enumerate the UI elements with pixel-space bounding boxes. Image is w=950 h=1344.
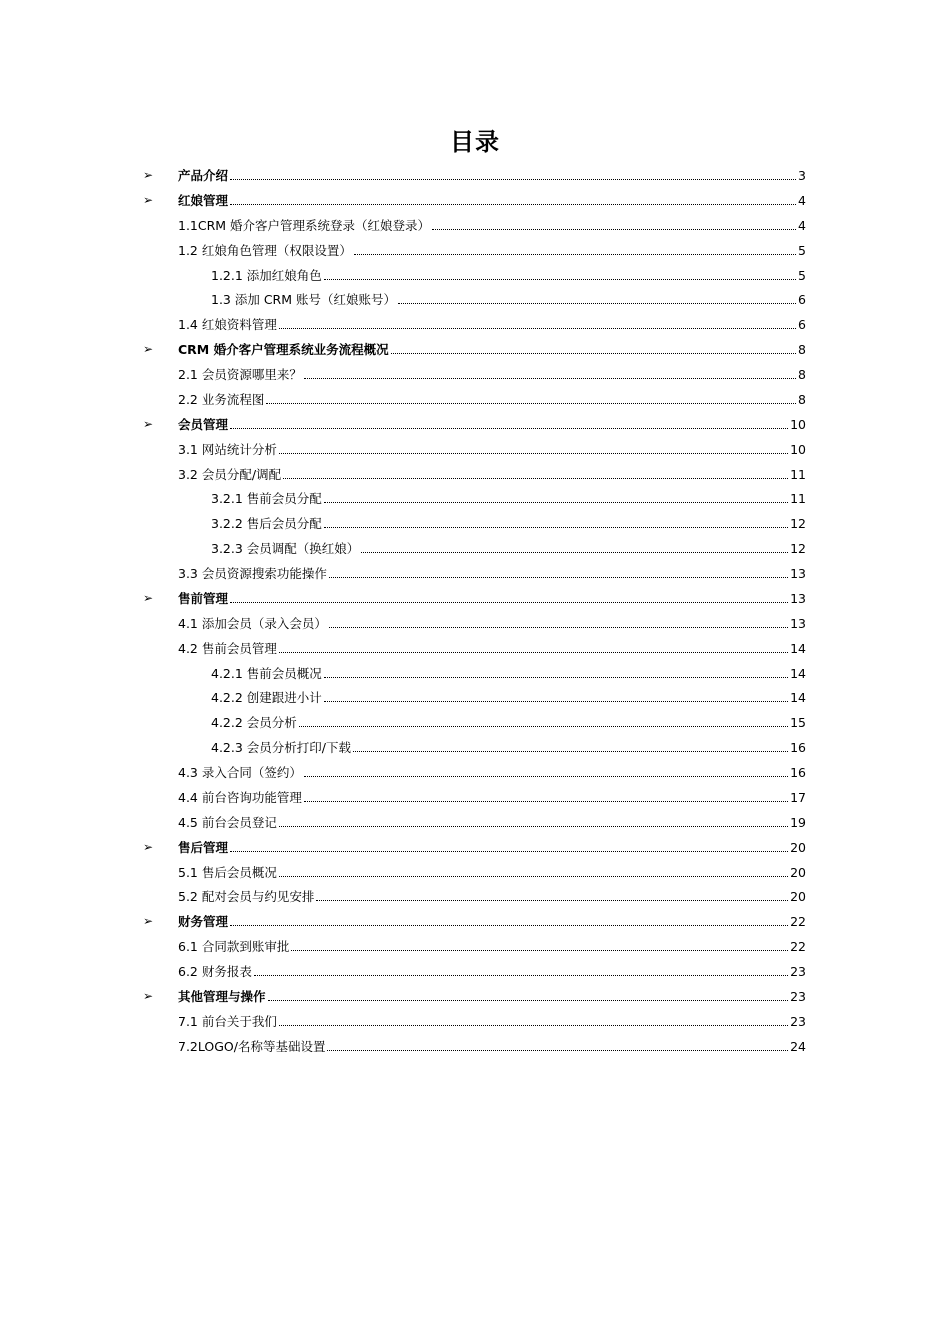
dot-leader (279, 876, 788, 877)
dot-leader (354, 254, 796, 255)
toc-entry[interactable] (0, 961, 950, 986)
dot-leader (230, 204, 796, 205)
toc-entry[interactable] (0, 862, 950, 887)
dot-leader (304, 801, 788, 802)
toc-entry-page-number: 5 (798, 242, 806, 258)
arrow-bullet-icon: ➢ (143, 342, 154, 357)
dot-leader (304, 378, 796, 379)
toc-entry[interactable] (0, 886, 950, 911)
dot-leader (324, 502, 788, 503)
toc-entry-label: 会员管理 (178, 416, 229, 432)
toc-entry[interactable] (0, 389, 950, 414)
arrow-bullet-icon: ➢ (143, 192, 154, 207)
toc-entry-page-number: 11 (790, 466, 806, 482)
toc-entry-page-number: 6 (798, 292, 806, 308)
toc-entry-label: 7.1 前台关于我们 (178, 1013, 277, 1029)
toc-entry-page-number: 14 (790, 690, 806, 706)
toc-entry[interactable] (0, 414, 950, 439)
page-title: 目录 (450, 128, 500, 156)
toc-entry-page-number: 10 (790, 416, 806, 432)
arrow-bullet-icon: ➢ (143, 590, 154, 605)
toc-entry-page-number: 10 (790, 441, 806, 457)
toc-entry-label: 4.2.1 售前会员概况 (211, 665, 322, 681)
toc-entry[interactable] (0, 488, 950, 513)
arrow-bullet-icon: ➢ (143, 839, 154, 854)
toc-entry[interactable] (0, 837, 950, 862)
toc-entry[interactable] (0, 314, 950, 339)
toc-entry[interactable] (0, 638, 950, 663)
toc-entry-page-number: 8 (798, 367, 806, 382)
dot-leader (279, 328, 796, 329)
dot-leader (304, 776, 788, 777)
toc-entry[interactable] (0, 190, 950, 215)
toc-entry[interactable] (0, 588, 950, 613)
toc-entry-label: 售后管理 (178, 839, 229, 855)
toc-entry[interactable] (0, 712, 950, 737)
toc-entry[interactable] (0, 911, 950, 936)
toc-entry-label: 5.1 售后会员概况 (178, 864, 277, 880)
dot-leader (279, 1025, 788, 1026)
dot-leader (353, 751, 788, 752)
arrow-bullet-icon: ➢ (143, 988, 154, 1003)
toc-entry[interactable] (0, 762, 950, 787)
toc-entry-page-number: 14 (790, 640, 806, 656)
toc-entry-label: 其他管理与操作 (178, 988, 266, 1004)
dot-leader (361, 552, 788, 553)
toc-entry-page-number: 22 (790, 939, 806, 955)
toc-entry-page-number: 12 (790, 516, 806, 532)
dot-leader (279, 652, 788, 653)
table-of-contents (0, 165, 950, 1061)
toc-entry-page-number: 4 (798, 192, 806, 208)
toc-entry-label: 6.2 财务报表 (178, 964, 252, 979)
dot-leader (230, 179, 796, 180)
toc-entry-page-number: 23 (790, 964, 806, 979)
toc-entry-page-number: 8 (798, 342, 806, 358)
toc-entry-page-number: 17 (790, 789, 806, 805)
toc-entry-label: 3.2.1 售前会员分配 (211, 491, 322, 507)
toc-entry[interactable] (0, 165, 950, 190)
dot-leader (324, 701, 788, 702)
toc-entry-page-number: 23 (790, 988, 806, 1004)
dot-leader (432, 229, 796, 230)
toc-entry-page-number: 20 (790, 839, 806, 855)
toc-entry-label: 3.2.3 会员调配（换红娘） (211, 541, 360, 557)
toc-entry[interactable] (0, 1036, 950, 1061)
dot-leader (230, 428, 788, 429)
toc-entry[interactable] (0, 513, 950, 538)
dot-leader (230, 925, 788, 926)
toc-entry-page-number: 16 (790, 765, 806, 780)
toc-entry-label: 3.2 会员分配/调配 (178, 466, 282, 482)
toc-entry-label: 4.5 前台会员登记 (178, 814, 277, 830)
toc-entry-page-number: 8 (798, 391, 806, 407)
dot-leader (283, 478, 788, 479)
toc-entry-label: 4.2.2 创建跟进小计 (211, 690, 322, 706)
toc-entry-page-number: 23 (790, 1013, 806, 1029)
toc-entry[interactable] (0, 986, 950, 1011)
dot-leader (324, 527, 788, 528)
toc-entry-label: 3.2.2 售后会员分配 (211, 516, 322, 532)
dot-leader (316, 900, 788, 901)
toc-entry-label: 3.3 会员资源搜索功能操作 (178, 566, 327, 581)
toc-entry-label: 红娘管理 (178, 192, 229, 208)
toc-entry[interactable] (0, 439, 950, 464)
toc-entry[interactable] (0, 613, 950, 638)
toc-entry-page-number: 4 (798, 217, 806, 233)
dot-leader (230, 602, 788, 603)
dot-leader (391, 353, 796, 354)
toc-entry-label: 4.3 录入合同（签约） (178, 765, 302, 780)
toc-entry-label: 2.2 业务流程图 (178, 391, 265, 407)
toc-entry-page-number: 13 (790, 615, 806, 631)
toc-entry-page-number: 20 (790, 864, 806, 880)
toc-entry-page-number: 3 (798, 168, 806, 183)
toc-entry-page-number: 20 (790, 889, 806, 905)
dot-leader (254, 975, 788, 976)
toc-entry[interactable] (0, 737, 950, 762)
dot-leader (230, 851, 788, 852)
toc-entry-page-number: 5 (798, 267, 806, 283)
toc-entry[interactable] (0, 215, 950, 240)
toc-entry-label: 4.2.3 会员分析打印/下载 (211, 740, 351, 756)
toc-entry[interactable] (0, 1011, 950, 1036)
toc-entry[interactable] (0, 936, 950, 961)
dot-leader (329, 577, 788, 578)
dot-leader (324, 279, 796, 280)
dot-leader (299, 726, 788, 727)
toc-entry-label: 1.2.1 添加红娘角色 (211, 267, 322, 283)
toc-entry-page-number: 14 (790, 665, 806, 681)
toc-entry-label: 财务管理 (178, 914, 229, 930)
dot-leader (279, 826, 788, 827)
toc-entry-page-number: 13 (790, 566, 806, 581)
toc-entry-label: 7.2LOGO/名称等基础设置 (178, 1038, 326, 1054)
toc-entry-page-number: 11 (790, 491, 806, 507)
toc-entry-label: 4.2.2 会员分析 (211, 715, 297, 731)
toc-entry[interactable] (0, 339, 950, 364)
dot-leader (329, 627, 788, 628)
dot-leader (327, 1050, 788, 1051)
toc-entry-page-number: 24 (790, 1038, 806, 1054)
dot-leader (291, 950, 788, 951)
toc-entry-page-number: 12 (790, 541, 806, 557)
toc-entry[interactable] (0, 240, 950, 265)
toc-entry-label: 2.1 会员资源哪里来？ (178, 367, 302, 382)
dot-leader (266, 403, 796, 404)
toc-entry-label: 6.1 合同款到账审批 (178, 939, 290, 955)
toc-entry-page-number: 15 (790, 715, 806, 731)
toc-entry-label: 售前管理 (178, 590, 229, 606)
toc-entry[interactable] (0, 787, 950, 812)
dot-leader (324, 677, 788, 678)
toc-entry[interactable] (0, 563, 950, 588)
toc-entry-label: 4.2 售前会员管理 (178, 640, 277, 656)
toc-entry-page-number: 22 (790, 914, 806, 930)
toc-entry-label: 1.2 红娘角色管理（权限设置） (178, 242, 352, 258)
toc-entry-page-number: 13 (790, 590, 806, 606)
toc-entry-page-number: 6 (798, 317, 806, 333)
toc-entry-page-number: 19 (790, 814, 806, 830)
toc-entry[interactable] (0, 265, 950, 290)
toc-entry-label: 1.4 红娘资料管理 (178, 317, 277, 333)
toc-entry-label: 1.3 添加 CRM 账号（红娘账号） (211, 292, 396, 308)
dot-leader (268, 1000, 789, 1001)
toc-entry-label: 1.1CRM 婚介客户管理系统登录（红娘登录） (178, 217, 431, 233)
arrow-bullet-icon: ➢ (143, 168, 154, 182)
arrow-bullet-icon: ➢ (143, 914, 154, 929)
toc-entry[interactable] (0, 364, 950, 389)
dot-leader (398, 303, 796, 304)
toc-entry-label: CRM 婚介客户管理系统业务流程概况 (178, 342, 389, 358)
toc-entry[interactable] (0, 812, 950, 837)
arrow-bullet-icon: ➢ (143, 416, 154, 431)
dot-leader (279, 453, 788, 454)
toc-entry[interactable] (0, 538, 950, 563)
toc-entry[interactable] (0, 687, 950, 712)
toc-entry[interactable] (0, 289, 950, 314)
toc-entry-label: 产品介绍 (178, 168, 229, 183)
toc-entry[interactable] (0, 464, 950, 489)
toc-entry-page-number: 16 (790, 740, 806, 756)
toc-entry-label: 5.2 配对会员与约见安排 (178, 889, 315, 905)
toc-entry[interactable] (0, 663, 950, 688)
toc-entry-label: 4.1 添加会员（录入会员） (178, 615, 327, 631)
toc-entry-label: 3.1 网站统计分析 (178, 441, 277, 457)
toc-entry-label: 4.4 前台咨询功能管理 (178, 789, 302, 805)
